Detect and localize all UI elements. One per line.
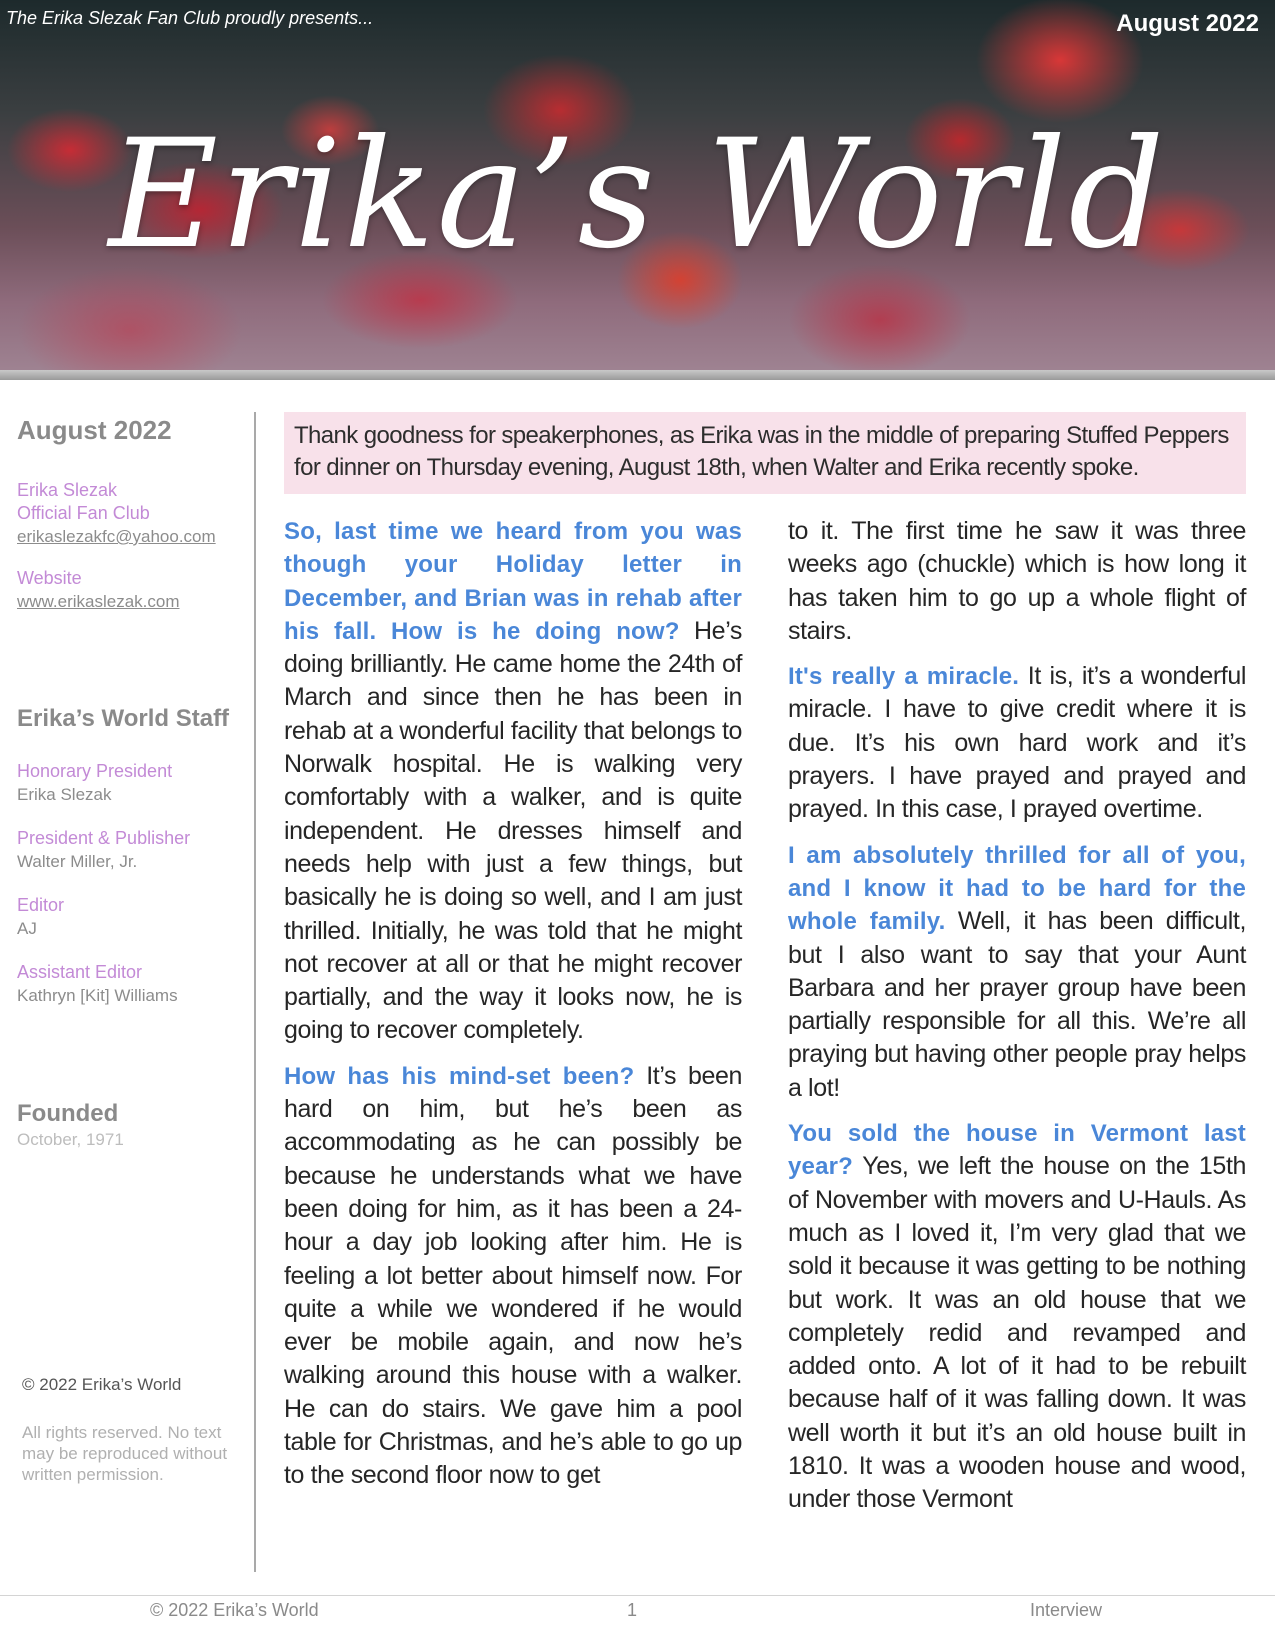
answer: to it. The first time he saw it was three weeks ago (chuckle) which is how long it has taken him to go up a whole flight of stairs.	[788, 517, 1246, 645]
website-link[interactable]: www.erikaslezak.com	[17, 592, 180, 611]
header-banner	[0, 0, 1275, 378]
staff-name: Kathryn [Kit] Williams	[17, 986, 178, 1005]
sidebar-copyright-block	[22, 1375, 181, 1395]
qa-paragraph	[788, 839, 1246, 1105]
intro-box: Thank goodness for speakerphones, as Erika was in the middle of preparing Stuffed Peppers for dinner on Thursday evening, August 18th, when Walter and Erika recently spoke.	[284, 412, 1246, 494]
sidebar-issue-block	[17, 415, 172, 446]
staff-heading: Erika’s World Staff	[17, 705, 230, 732]
qa-paragraph	[284, 515, 742, 1048]
staff-name: Erika Slezak	[17, 785, 112, 804]
club-block	[17, 479, 216, 548]
question: I am absolutely thrilled for all of you, and I know it had to be hard for the whole family.	[788, 841, 1246, 936]
answer: Yes, we left the house on the 15th of November with movers and U-Hauls. As much as I loved it, I’m very glad that we sold it because it was getting to be nothing but work. It was an old house that we completely redid and revamped and added onto. A lot of it had to be rebuilt because half of it was falling down. It was well worth it but it’s an old house built in 1810. It was a wooden house and wood, under those Vermont	[788, 1152, 1246, 1514]
banner-divider	[0, 370, 1275, 380]
staff-role: President & Publisher	[17, 828, 191, 848]
question: So, last time we heard from you was though your Holiday letter in December, and Brian was in rehab after his fall. How is he doing now?	[284, 518, 742, 645]
founded-block	[17, 1100, 124, 1151]
staff-role: Assistant Editor	[17, 962, 143, 982]
rights-block	[22, 1422, 252, 1485]
staff-role: Editor	[17, 895, 65, 915]
staff-item	[17, 961, 178, 1007]
tagline: The Erika Slezak Fan Club proudly presents...	[6, 8, 374, 28]
staff-name: Walter Miller, Jr.	[17, 852, 138, 871]
sidebar-issue: August 2022	[17, 415, 172, 445]
staff-block	[17, 705, 229, 733]
answer: He’s doing brilliantly. He came home the 24th of March and since then he has been in rehab at a wonderful facility that belongs to Norwalk hospital. He is walking very comfortably with a walker, and is quite independent. He dresses himself and needs help with just a few things, but basically he is doing so well, and I am just thrilled. Initially, he was told that he might not recover at all or that he might recover partially, and the way it looks now, he is going to recover completely.	[284, 616, 742, 1045]
article-column-left	[284, 515, 742, 1515]
club-name-line1: Erika Slezak	[17, 480, 118, 500]
qa-paragraph	[788, 660, 1246, 826]
answer: It’s been hard on him, but he’s been as accommodating as he can possibly be because he understands what we have been doing for him, as it has been a 24-hour a day job looking after him. He is feeling a lot better about himself now. For quite a while we wondered if he would ever be mobile again, and now he’s walking around this house with a walker. He can do stairs. We gave him a pool table for Christmas, and he’s able to go up to the second floor now to get	[284, 1061, 742, 1490]
answer: Well, it has been difficult, but I also want to say that your Aunt Barbara and her prayer group have been partially responsible for all this. We’re all praying but having other people pray helps a lot!	[788, 907, 1246, 1102]
question: How has his mind-set been?	[284, 1062, 635, 1090]
rights-notice: All rights reserved. No text may be reproduced without written permission.	[22, 1423, 228, 1484]
staff-item	[17, 827, 190, 873]
club-email-link[interactable]: erikaslezakfc@yahoo.com	[17, 527, 216, 546]
article-column-right	[788, 515, 1246, 1515]
footer-divider	[0, 1595, 1275, 1596]
website-label: Website	[17, 568, 82, 588]
question: It's really a miracle.	[788, 663, 1020, 691]
qa-paragraph	[788, 515, 1246, 648]
issue-date: August 2022	[1116, 10, 1259, 37]
staff-name: AJ	[17, 919, 37, 938]
newsletter-title: Erika’s World	[108, 108, 1167, 282]
sidebar-divider	[254, 412, 256, 1572]
staff-item	[17, 760, 172, 806]
club-name-line2: Official Fan Club	[17, 503, 150, 523]
founded-heading: Founded	[17, 1100, 119, 1127]
answer: It is, it’s a wonderful miracle. I have to give credit where it is due. It’s his own hard work and it’s prayers. I have prayed and prayed and prayed. In this case, I prayed overtime.	[788, 662, 1246, 824]
sidebar-copyright: © 2022 Erika’s World	[22, 1375, 182, 1394]
footer-page-number: 1	[627, 1600, 638, 1620]
qa-paragraph	[788, 1117, 1246, 1517]
footer-copyright: © 2022 Erika’s World	[150, 1600, 319, 1620]
staff-item	[17, 894, 64, 940]
staff-role: Honorary President	[17, 761, 173, 781]
founded-date: October, 1971	[17, 1130, 124, 1149]
footer-section: Interview	[1030, 1600, 1103, 1620]
question: You sold the house in Vermont last year?	[788, 1120, 1246, 1181]
website-block	[17, 567, 180, 613]
qa-paragraph	[284, 1060, 742, 1493]
